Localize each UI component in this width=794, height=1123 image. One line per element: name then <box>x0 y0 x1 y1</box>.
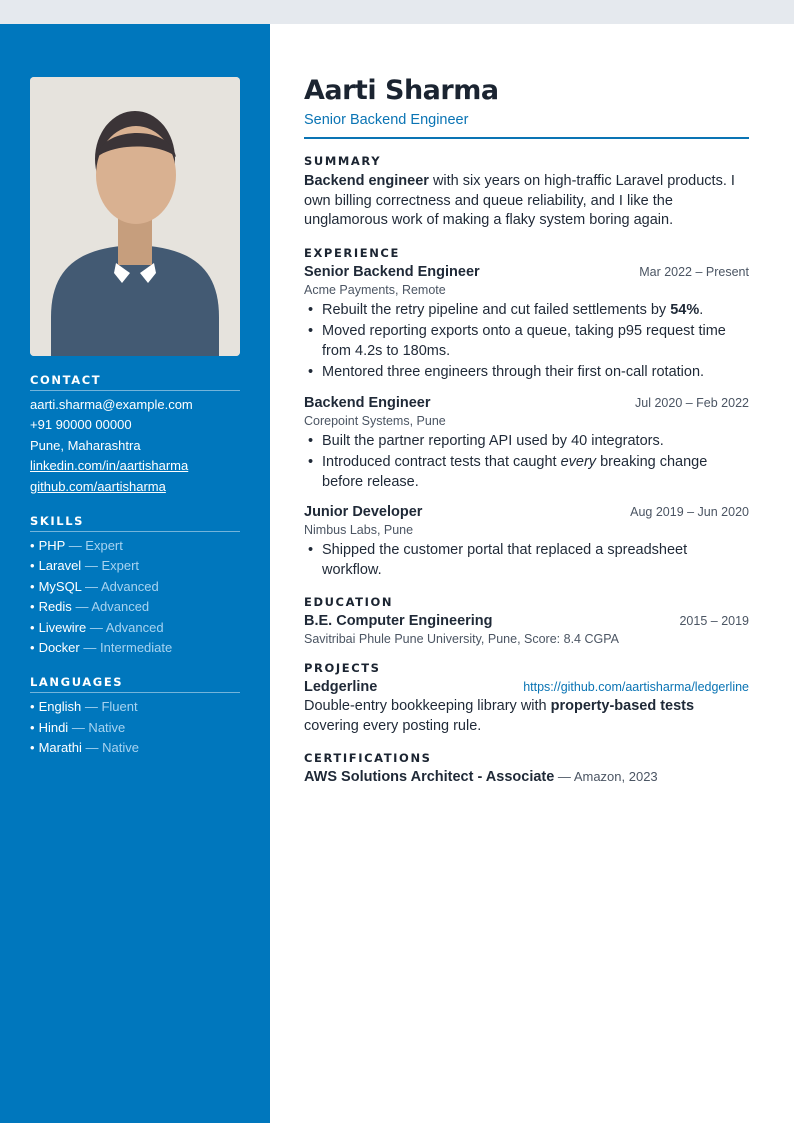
job-entry <box>304 504 749 580</box>
job-date: Mar 2022 – Present <box>639 264 749 279</box>
sidebar <box>0 24 270 1123</box>
language-level: — Native <box>71 719 126 735</box>
summary-text <box>304 172 749 231</box>
skill-name: Docker <box>38 640 80 656</box>
skill-level: — Expert <box>68 538 123 554</box>
language-item <box>30 697 240 717</box>
language-name: English <box>38 699 82 715</box>
contact-phone[interactable]: +91 90000 00000 <box>30 417 132 433</box>
skill-name: PHP <box>38 538 66 554</box>
job-bullets <box>304 301 749 383</box>
language-name: Hindi <box>38 719 69 735</box>
skills-list <box>30 536 240 658</box>
skill-item <box>30 577 240 597</box>
project-desc: Double-entry bookkeeping library with property-based tests covering every posting rule. <box>304 698 695 734</box>
job-bullet: • Introduced contract tests that caught every breaking change before release. <box>304 453 749 492</box>
job-bullet: • Built the partner reporting API used by 40 integrators. <box>304 432 749 452</box>
education-date: 2015 – 2019 <box>679 614 749 628</box>
job-date: Jul 2020 – Feb 2022 <box>635 395 749 410</box>
job-bullet: • Mentored three engineers through their first on-call rotation. <box>304 363 749 383</box>
job-date: Aug 2019 – Jun 2020 <box>630 505 749 519</box>
project-name: Ledgerline <box>304 679 378 695</box>
job-bullets <box>304 432 749 493</box>
profile-photo <box>30 77 240 356</box>
linkedin-link[interactable]: linkedin.com/in/aartisharma <box>30 458 189 474</box>
cert-name: AWS Solutions Architect - Associate <box>304 769 555 785</box>
languages-heading: LANGUAGES <box>30 675 240 693</box>
cert-issuer: — Amazon, 2023 <box>554 769 658 784</box>
candidate-name: Aarti Sharma <box>304 75 499 106</box>
experience-heading: EXPERIENCE <box>304 245 400 260</box>
candidate-role: Senior Backend Engineer <box>304 112 749 139</box>
contact-location: Pune, Maharashtra <box>30 437 141 453</box>
skill-level: — Advanced <box>75 599 150 615</box>
contact-github[interactable] <box>30 477 240 497</box>
job-title: Backend Engineer <box>304 394 431 411</box>
summary-body: with six years on high-traffic Laravel products. I own billing correctness and queue reliability, and I like the unglamorous work of making a flaky system boring again. <box>304 173 735 228</box>
github-link[interactable]: github.com/aartisharma <box>30 478 166 494</box>
summary-bold: Backend engineer <box>304 173 429 189</box>
language-name: Marathi <box>38 740 82 756</box>
main-content <box>304 24 749 785</box>
skill-name: Livewire <box>38 619 87 635</box>
languages-list <box>30 697 240 758</box>
job-bullet: • Shipped the customer portal that replaced a spreadsheet workflow. <box>304 541 749 580</box>
skill-name: MySQL <box>38 578 82 594</box>
cert-entry <box>304 769 749 785</box>
education-entry <box>304 613 749 646</box>
top-bar <box>0 0 794 24</box>
education-heading: EDUCATION <box>304 595 394 609</box>
degree: B.E. Computer Engineering <box>304 613 493 629</box>
contact-list <box>30 395 240 497</box>
skill-item <box>30 597 240 617</box>
job-bullets <box>304 541 749 580</box>
job-org: Nimbus Labs, Pune <box>304 523 414 537</box>
project-link[interactable]: https://github.com/aartisharma/ledgerline <box>523 680 749 694</box>
school: Savitribai Phule Pune University, Pune, Score: 8.4 CGPA <box>304 632 619 646</box>
job-entry <box>304 395 749 493</box>
job-title: Junior Developer <box>304 504 423 520</box>
skills-heading: SKILLS <box>30 514 240 532</box>
skill-level: — Advanced <box>85 578 159 594</box>
project-entry <box>304 679 749 736</box>
job-bullet: • Moved reporting exports onto a queue, taking p95 request time from 4.2s to 180ms. <box>304 322 749 361</box>
language-level: — Native <box>85 740 140 756</box>
job-bullet: • Rebuilt the retry pipeline and cut failed settlements by 54%. <box>304 301 749 321</box>
skill-level: — Expert <box>84 558 140 574</box>
language-item <box>30 718 240 738</box>
skill-level: — Intermediate <box>83 640 173 656</box>
language-level: — Fluent <box>84 699 138 715</box>
contact-linkedin[interactable] <box>30 456 240 476</box>
contact-heading: CONTACT <box>30 373 240 391</box>
language-item <box>30 738 240 758</box>
job-entry <box>304 264 749 383</box>
projects-heading: PROJECTS <box>304 661 381 675</box>
skill-item <box>30 556 240 576</box>
contact-email[interactable]: aarti.sharma@example.com <box>30 397 193 412</box>
skill-item <box>30 618 240 638</box>
job-org: Corepoint Systems, Pune <box>304 413 446 428</box>
job-title: Senior Backend Engineer <box>304 263 480 280</box>
skill-name: Redis <box>38 599 72 615</box>
skill-name: Laravel <box>38 558 82 574</box>
skill-level: — Advanced <box>89 619 164 635</box>
certifications-heading: CERTIFICATIONS <box>304 751 432 765</box>
resume-page <box>0 24 794 1123</box>
summary-heading: SUMMARY <box>304 154 382 168</box>
skill-item <box>30 536 240 556</box>
skill-item <box>30 638 240 658</box>
job-org: Acme Payments, Remote <box>304 282 446 297</box>
